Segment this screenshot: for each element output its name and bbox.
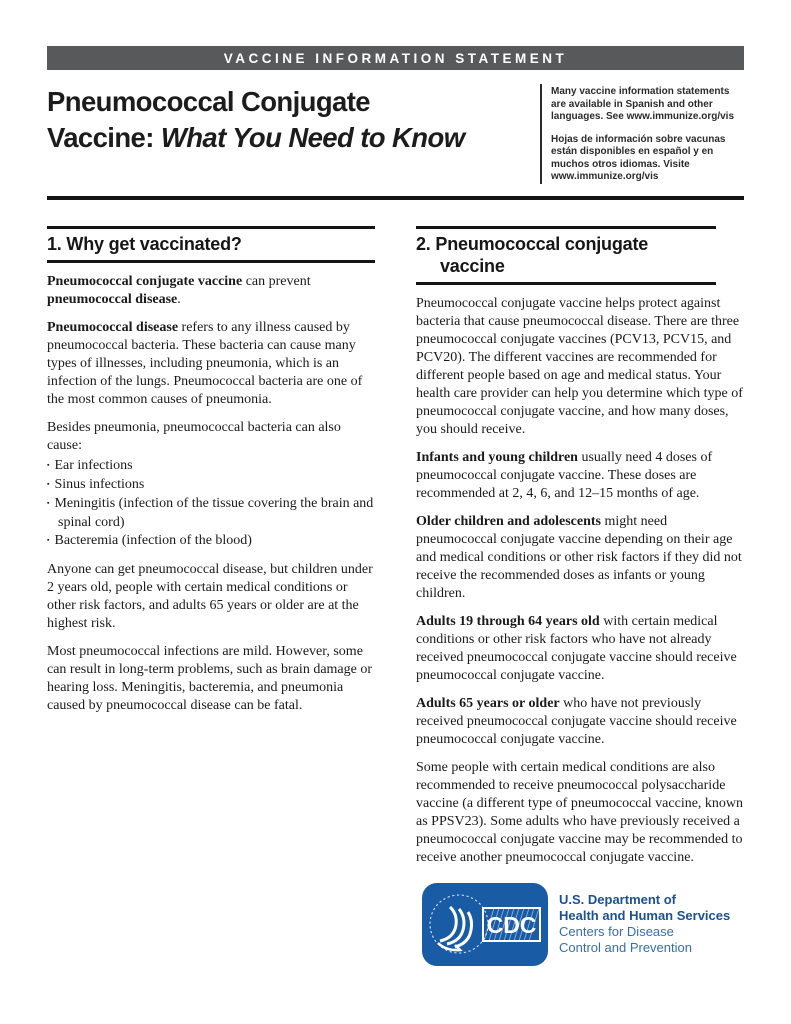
- bold-lead: Older children and adolescents: [416, 513, 602, 529]
- list-item: ▪ Bacteremia (infection of the blood): [47, 532, 375, 551]
- page-title-line2-prefix: Vaccine:: [47, 122, 161, 153]
- bold-lead: Adults 19 through 64 years old: [416, 613, 600, 629]
- section-2-heading: 2. Pneumococcal conjugate vaccine: [416, 226, 716, 285]
- paragraph: [416, 613, 744, 685]
- section-2: [416, 226, 744, 966]
- paragraph-text: can prevent: [242, 273, 311, 289]
- cdc-wordmark-box: [483, 908, 540, 941]
- list-item: ▪ Ear infections: [47, 457, 375, 476]
- section-1: [47, 226, 375, 966]
- dept-line: Health and Human Services: [559, 908, 731, 923]
- paragraph-text: refers to any illness caused by pneumococcal bacteria. These bacteria can cause many types of illnesses, including pneumonia, which is an infection of the lungs. Pneumococcal bacteria are one of the most common causes of pneumonia.: [47, 319, 363, 407]
- paragraph-text: .: [177, 291, 181, 307]
- masthead-divider-rule: [47, 196, 744, 200]
- bold-text: pneumococcal disease: [47, 291, 178, 307]
- agency-line: Centers for Disease: [559, 924, 674, 939]
- paragraph: Most pneumococcal infections are mild. However, some can result in long-term problems, such as brain damage or hearing loss. Meningitis, bacteremia, and pneumonia caused by pneumococcal disease can be fatal.: [47, 643, 373, 713]
- dept-line: U.S. Department of: [559, 892, 677, 907]
- paragraph: Besides pneumonia, pneumococcal bacteria can also cause:: [47, 419, 341, 453]
- section-1-heading: 1. Why get vaccinated?: [47, 226, 375, 263]
- bold-lead: Pneumococcal disease: [47, 319, 179, 335]
- paragraph: [416, 513, 744, 603]
- vis-banner: VACCINE INFORMATION STATEMENT: [47, 46, 744, 70]
- page-title: [47, 84, 532, 184]
- paragraph: [47, 319, 375, 409]
- two-column-body: [47, 226, 744, 966]
- language-info-spanish: Hojas de información sobre vacunas están disponibles en español y en muchos otros idiomas. Visite www.immunize.org/vis: [551, 133, 726, 182]
- masthead: [47, 84, 744, 184]
- language-info-english: Many vaccine information statements are available in Spanish and other languages. See www.immunize.org/vis: [551, 86, 735, 122]
- list-item: ▪ Meningitis (infection of the tissue covering the brain and spinal cord): [47, 495, 375, 532]
- cdc-logo: [422, 883, 548, 966]
- paragraph-text: might need pneumococcal conjugate vaccine depending on their age and medical conditions or other risk factors if they did not receive the recommended doses as infants or young children.: [416, 513, 742, 601]
- bold-lead: Adults 65 years or older: [416, 695, 560, 711]
- paragraph: Anyone can get pneumococcal disease, but children under 2 years old, people with certain medical conditions or other risk factors, and adults 65 years or older are at the highest risk.: [47, 561, 373, 631]
- paragraph-text: usually need 4 doses of pneumococcal conjugate vaccine. These doses are recommended at 2, 4, 6, and 12–15 months of age.: [416, 449, 713, 501]
- illness-bullet-list: [47, 457, 375, 551]
- paragraph: [47, 273, 375, 309]
- bold-lead: Pneumococcal conjugate vaccine: [47, 273, 243, 289]
- language-info-box: [540, 84, 744, 184]
- paragraph: Pneumococcal conjugate vaccine helps protect against bacteria that cause pneumococcal disease. There are three pneumococcal conjugate vaccines (PCV13, PCV15, and PCV20). The different vaccines are recommended for different people based on age and medical status. Your health care provider can help you determine which type of pneumococcal conjugate vaccine, and how many doses, you should receive.: [416, 295, 743, 437]
- paragraph: [416, 695, 744, 749]
- cdc-logo-text: CDC: [486, 911, 537, 938]
- paragraph-text: with certain medical conditions or other risk factors who have not already received pneumococcal conjugate vaccine should receive pneumococcal conjugate vaccine.: [416, 613, 737, 683]
- paragraph-text: who have not previously received pneumococcal conjugate vaccine should receive pneumococcal conjugate vaccine.: [416, 695, 737, 747]
- list-item: ▪ Sinus infections: [47, 476, 375, 495]
- bold-lead: Infants and young children: [416, 449, 578, 465]
- hhs-agency-text: [559, 892, 730, 956]
- paragraph: [416, 449, 744, 503]
- page-title-line2-italic: What You Need to Know: [160, 122, 465, 153]
- cdc-hhs-footer: [416, 883, 744, 966]
- paragraph: Some people with certain medical conditions are also recommended to receive pneumococcal polysaccharide vaccine (a different type of pneumococcal vaccine, known as PPSV23). Some adults who have previously received a pneumococcal conjugate vaccine may be recommended to receive another pneumococcal conjugate vaccine.: [416, 759, 744, 865]
- page-title-line1: Pneumococcal Conjugate: [47, 86, 370, 117]
- agency-line: Control and Prevention: [559, 940, 692, 955]
